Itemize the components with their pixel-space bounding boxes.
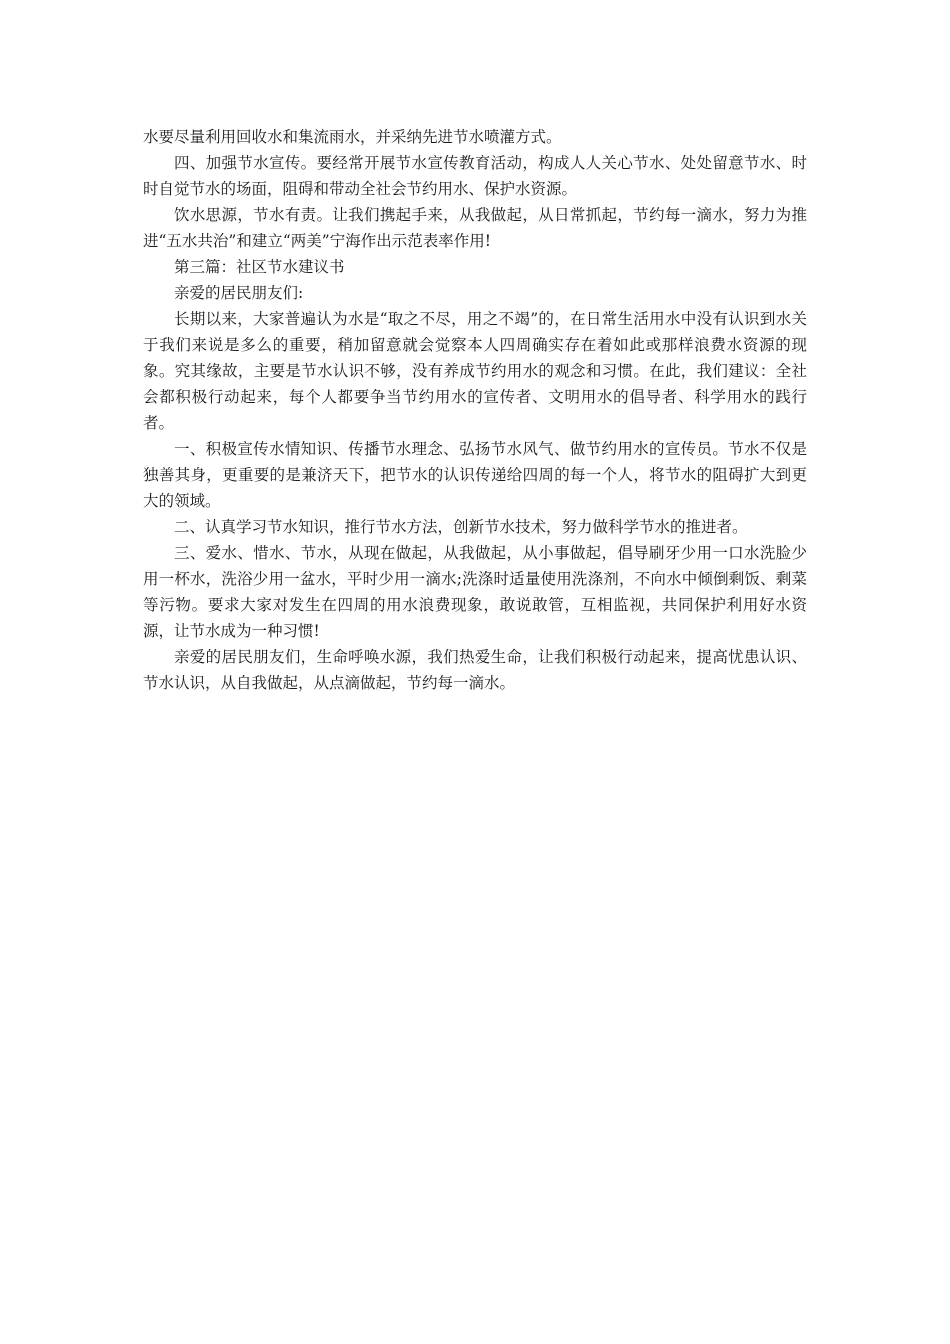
paragraph-point-two: 二、认真学习节水知识，推行节水方法，创新节水技术，努力做科学节水的推进者。 (174, 518, 748, 536)
paragraph-point-one: 一、积极宣传水情知识、传播节水理念、弘扬节水风气、做节约用水的宣传员。节水不仅是独善其身，更重要的是兼济天下，把节水的认识传递给四周的每一个人，将节水的阻碍扩大到更大的领域。 (143, 440, 807, 510)
paragraph-intro: 长期以来，大家普遍认为水是“取之不尽，用之不竭”的，在日常生活用水中没有认识到水关于我们来说是多么的重要，稍加留意就会觉察本人四周确实存在着如此或那样浪费水资源的现象。究其缘故，主要是节水认识不够，没有养成节约用水的观念和习惯。在此，我们建议：全社会都积极行动起来，每个人都要争当节约用水的宣传者、文明用水的倡导者、科学用水的践行者。 (143, 310, 807, 432)
paragraph-appeal: 饮水思源，节水有责。让我们携起手来，从我做起，从日常抓起，节约每一滴水，努力为推进“五水共治”和建立“两美”宁海作出示范表率作用! (143, 206, 807, 250)
paragraph-closing: 亲爱的居民朋友们，生命呼唤水源，我们热爱生命，让我们积极行动起来，提高忧患认识、节水认识，从自我做起，从点滴做起，节约每一滴水。 (143, 648, 807, 692)
document-body (143, 124, 807, 696)
paragraph-promotion: 四、加强节水宣传。要经常开展节水宣传教育活动，构成人人关心节水、处处留意节水、时时自觉节水的场面，阻碍和带动全社会节约用水、保护水资源。 (143, 154, 807, 198)
paragraph-continuation: 水要尽量利用回收水和集流雨水，并采纳先进节水喷灌方式。 (143, 128, 562, 146)
section-heading: 第三篇：社区节水建议书 (174, 258, 345, 276)
salutation: 亲爱的居民朋友们: (174, 284, 304, 302)
paragraph-point-three: 三、爱水、惜水、节水，从现在做起，从我做起，从小事做起，倡导刷牙少用一口水洗脸少用一杯水，洗浴少用一盆水，平时少用一滴水;洗涤时适量使用洗涤剂，不向水中倾倒剩饭、剩菜等污物。要求大家对发生在四周的用水浪费现象，敢说敢管，互相监视，共同保护利用好水资源，让节水成为一种习惯! (143, 544, 807, 640)
